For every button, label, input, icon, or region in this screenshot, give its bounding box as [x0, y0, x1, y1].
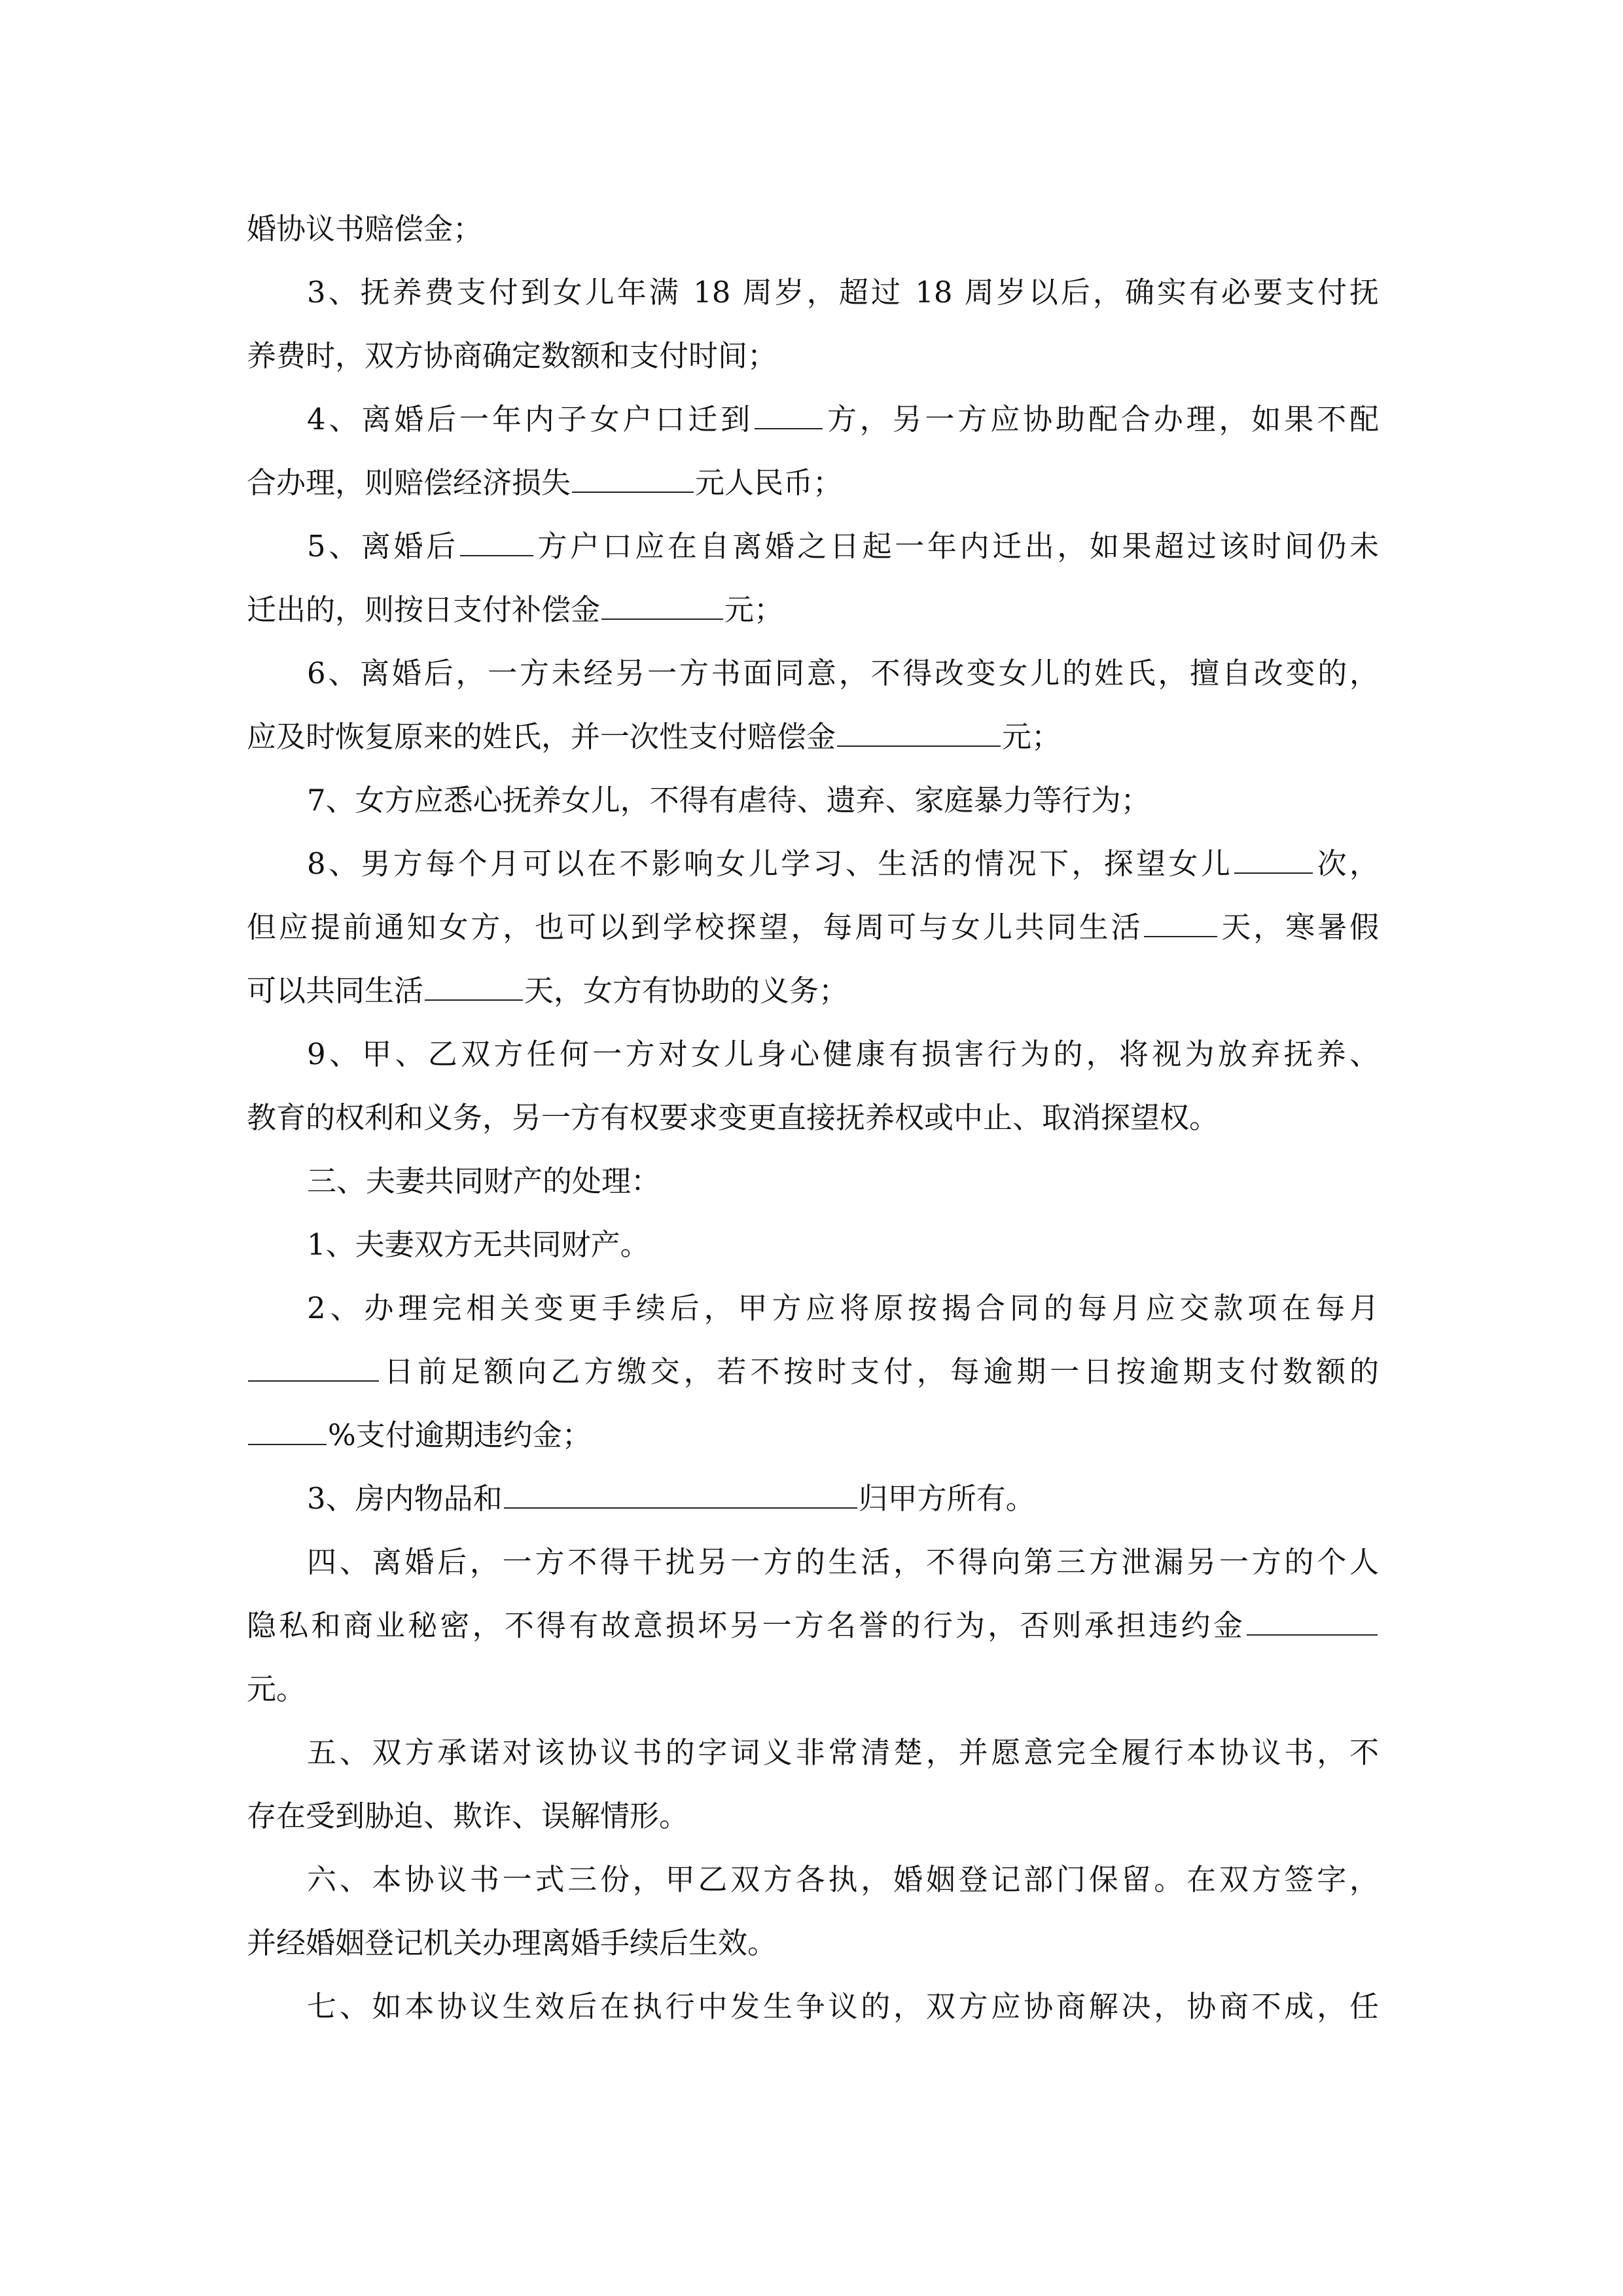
section-6-line-2: 并经婚姻登记机关办理离婚手续后生效。	[247, 1926, 777, 1960]
blank-field[interactable]	[1247, 1608, 1378, 1636]
section-3-heading: 三、夫妻共同财产的处理：	[307, 1164, 661, 1198]
clause-4-line-1: 4、离婚后一年内子女户口迁到 方，另一方应协助配合办理，如果不配	[307, 402, 1379, 437]
section-5-line-2: 存在受到胁迫、欺诈、误解情形。	[247, 1799, 689, 1833]
clause-5-line-2: 迁出的，则按日支付补偿金 元；	[247, 592, 784, 627]
blank-field[interactable]	[1234, 846, 1313, 874]
section-4-line-3: 元。	[247, 1672, 306, 1706]
blank-field[interactable]	[248, 1418, 327, 1445]
section-3-item-2-line-2: 日前足额向乙方缴交，若不按时支付，每逾期一日按逾期支付数额的	[247, 1340, 1379, 1403]
blank-field[interactable]	[601, 592, 723, 620]
clause-3-line-2: 养费时，双方协商确定数额和支付时间；	[247, 338, 777, 373]
clause-8-line-3: 可以共同生活 天，女方有协助的义务；	[247, 973, 849, 1008]
clause-3-line-1: 3、抚养费支付到女儿年满 18 周岁，超过 18 周岁以后，确实有必要支付抚	[307, 275, 1379, 310]
clause-5-line-1: 5、离婚后 方户口应在自离婚之日起一年内迁出，如果超过该时间仍未	[307, 529, 1379, 564]
clause-6-line-1: 6、离婚后，一方未经另一方书面同意，不得改变女儿的姓氏，擅自改变的，	[307, 656, 1379, 691]
blank-field[interactable]	[504, 1481, 857, 1509]
blank-field[interactable]	[572, 465, 694, 493]
section-4-line-1: 四、离婚后，一方不得干扰另一方的生活，不得向第三方泄漏另一方的个人	[307, 1545, 1379, 1579]
clause-6-line-2: 应及时恢复原来的姓氏，并一次性支付赔偿金 元；	[247, 719, 1061, 754]
clause-9-line-2: 教育的权利和义务，另一方有权要求变更直接抚养权或中止、取消探望权。	[247, 1100, 1219, 1135]
clause-8-line-2: 但应提前通知女方，也可以到学校探望，每周可与女儿共同生活 天，寒暑假	[247, 910, 1379, 944]
section-3-item-3: 3、房内物品和 归甲方所有。	[307, 1481, 1035, 1516]
clause-8-line-1: 8、男方每个月可以在不影响女儿学习、生活的情况下，探望女儿 次，	[307, 846, 1379, 881]
section-3-item-1: 1、夫妻双方无共同财产。	[307, 1227, 650, 1262]
section-3-item-2-line-1: 2、办理完相关变更手续后，甲方应将原按揭合同的每月应交款项在每月	[307, 1291, 1379, 1325]
blank-field[interactable]	[755, 402, 823, 429]
section-5-line-1: 五、双方承诺对该协议书的字词义非常清楚，并愿意完全履行本协议书，不	[307, 1735, 1379, 1770]
document-body	[247, 197, 1379, 2038]
section-4-line-2: 隐私和商业秘密，不得有故意损坏另一方名誉的行为，否则承担违约金	[247, 1594, 1379, 1657]
clause-9-line-1: 9、甲、乙双方任何一方对女儿身心健康有损害行为的，将视为放弃抚养、	[307, 1037, 1379, 1071]
blank-field[interactable]	[1144, 910, 1217, 937]
paragraph-continuation: 婚协议书赔偿金；	[247, 211, 483, 246]
clause-4-line-2: 合办理，则赔偿经济损失 元人民币；	[247, 465, 843, 500]
blank-field[interactable]	[460, 529, 533, 556]
blank-field[interactable]	[837, 719, 1001, 747]
blank-field[interactable]	[425, 973, 523, 1001]
clause-7: 7、女方应悉心抚养女儿，不得有虐待、遗弃、家庭暴力等行为；	[307, 783, 1150, 817]
section-6-line-1: 六、本协议书一式三份，甲乙双方各执，婚姻登记部门保留。在双方签字，	[307, 1862, 1379, 1897]
section-7-line-1: 七、如本协议生效后在执行中发生争议的，双方应协商解决，协商不成，任	[307, 1989, 1379, 2024]
blank-field[interactable]	[248, 1354, 379, 1382]
section-3-item-2-line-3: %支付逾期违约金；	[247, 1403, 1379, 1467]
